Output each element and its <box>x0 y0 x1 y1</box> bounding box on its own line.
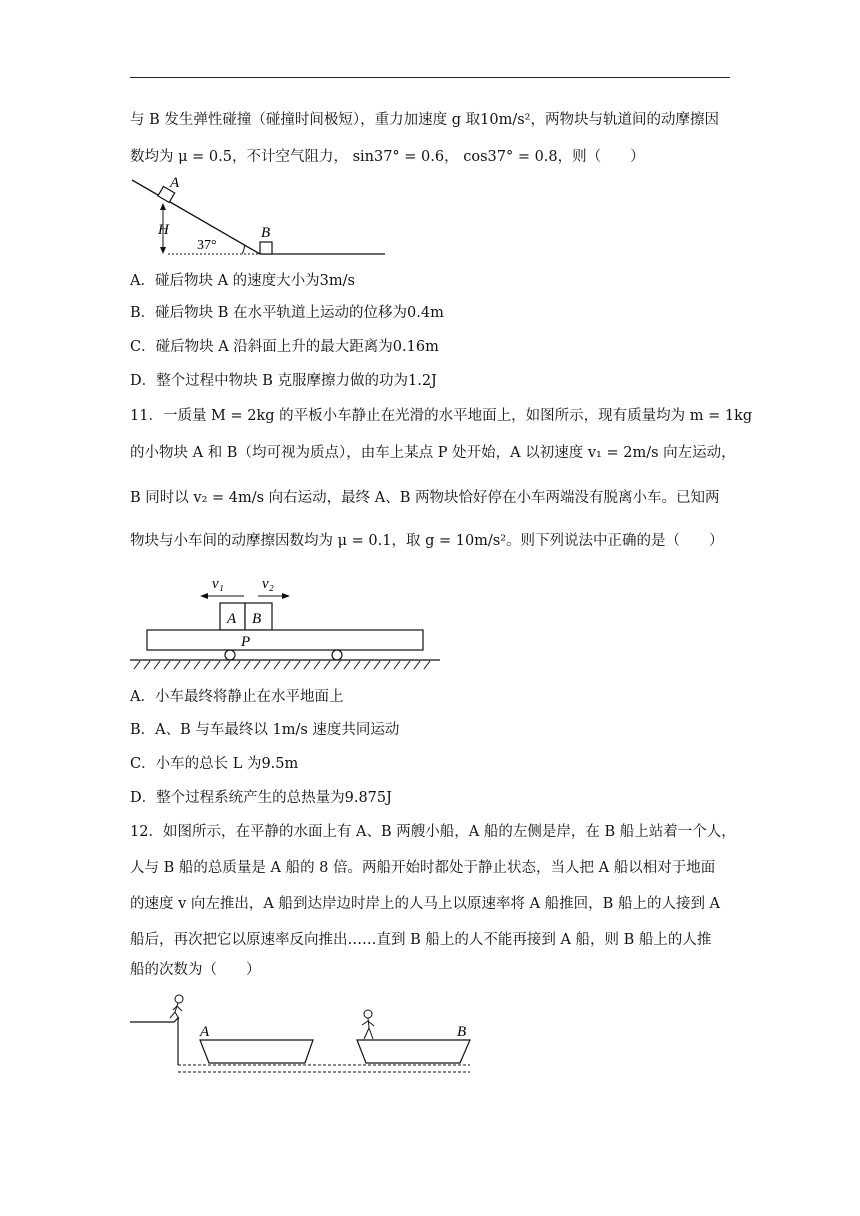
q11-label-a: A <box>227 611 237 627</box>
q11-option-c: C．小车的总长 L 为9.5m <box>130 756 299 772</box>
q11-stem-line-4: 物块与小车间的动摩擦因数均为 μ = 0.1，取 g = 10m/s²。则下列说法中正确的是（ ） <box>130 533 724 549</box>
q12-stem-line-2: 人与 B 船的总质量是 A 船的 8 倍。两船开始时都处于静止状态，当人把 A 船以相对于地面 <box>130 860 716 876</box>
q11-option-a: A．小车最终将静止在水平地面上 <box>130 689 344 705</box>
q12-boats-figure <box>130 992 480 1084</box>
q10-label-b: B <box>261 225 271 241</box>
q12-stem-line-3: 的速度 v 向左推出，A 船到达岸边时岸上的人马上以原速率将 A 船推回，B 船上的人接到 A <box>130 896 721 912</box>
q11-label-p: P <box>241 634 251 650</box>
q11-stem-line-2: 的小物块 A 和 B（均可视为质点），由车上某点 P 处开始，A 以初速度 v₁ = 2m/s 向左运动， <box>130 445 736 461</box>
q12-stem-line-1: 12．如图所示，在平静的水面上有 A、B 两艘小船，A 船的左侧是岸，在 B 船上站着一个人， <box>130 824 736 840</box>
q10-option-b: B．碰后物块 B 在水平轨道上运动的位移为0.4m <box>130 305 444 321</box>
header-rule <box>130 77 730 78</box>
q11-stem-line-1: 11．一质量 M = 2kg 的平板小车静止在光滑的水平地面上，如图所示，现有质量均为 m = 1kg <box>130 408 753 424</box>
q12-label-a: A <box>200 1024 210 1040</box>
q10-incline-figure <box>130 172 390 262</box>
q12-stem-line-4: 船后，再次把它以原速率反向推出……直到 B 船上的人不能再接到 A 船，则 B 船上的人推 <box>130 932 712 948</box>
q10-label-a: A <box>170 175 180 191</box>
q11-option-b: B．A、B 与车最终以 1m/s 速度共同运动 <box>130 722 400 738</box>
q10-option-d: D．整个过程中物块 B 克服摩擦力做的功为1.2J <box>130 373 437 389</box>
q10-option-a: A．碰后物块 A 的速度大小为3m/s <box>130 273 355 289</box>
q10-angle-label: 37° <box>197 238 217 253</box>
q11-cart-figure <box>130 570 450 675</box>
q10-label-h: H <box>158 222 169 238</box>
q12-stem-line-5: 船的次数为（ ） <box>130 962 261 978</box>
q11-stem-line-3: B 同时以 v₂ = 4m/s 向右运动，最终 A、B 两物块恰好停在小车两端没有脱离小车。已知两 <box>130 490 720 506</box>
q11-v1-label: v₁ <box>212 576 224 592</box>
q12-label-b: B <box>457 1024 467 1040</box>
q10-stem-line-1: 与 B 发生弹性碰撞（碰撞时间极短），重力加速度 g 取10m/s²，两物块与轨道间的动摩擦因 <box>130 112 719 128</box>
q11-label-b: B <box>252 611 262 627</box>
q10-stem-line-2: 数均为 μ = 0.5，不计空气阻力， sin37° = 0.6， cos37° = 0.8，则（ ） <box>130 149 645 165</box>
q10-option-c: C．碰后物块 A 沿斜面上升的最大距离为0.16m <box>130 339 439 355</box>
q11-option-d: D．整个过程系统产生的总热量为9.875J <box>130 790 392 806</box>
q11-v2-label: v₂ <box>262 576 274 592</box>
